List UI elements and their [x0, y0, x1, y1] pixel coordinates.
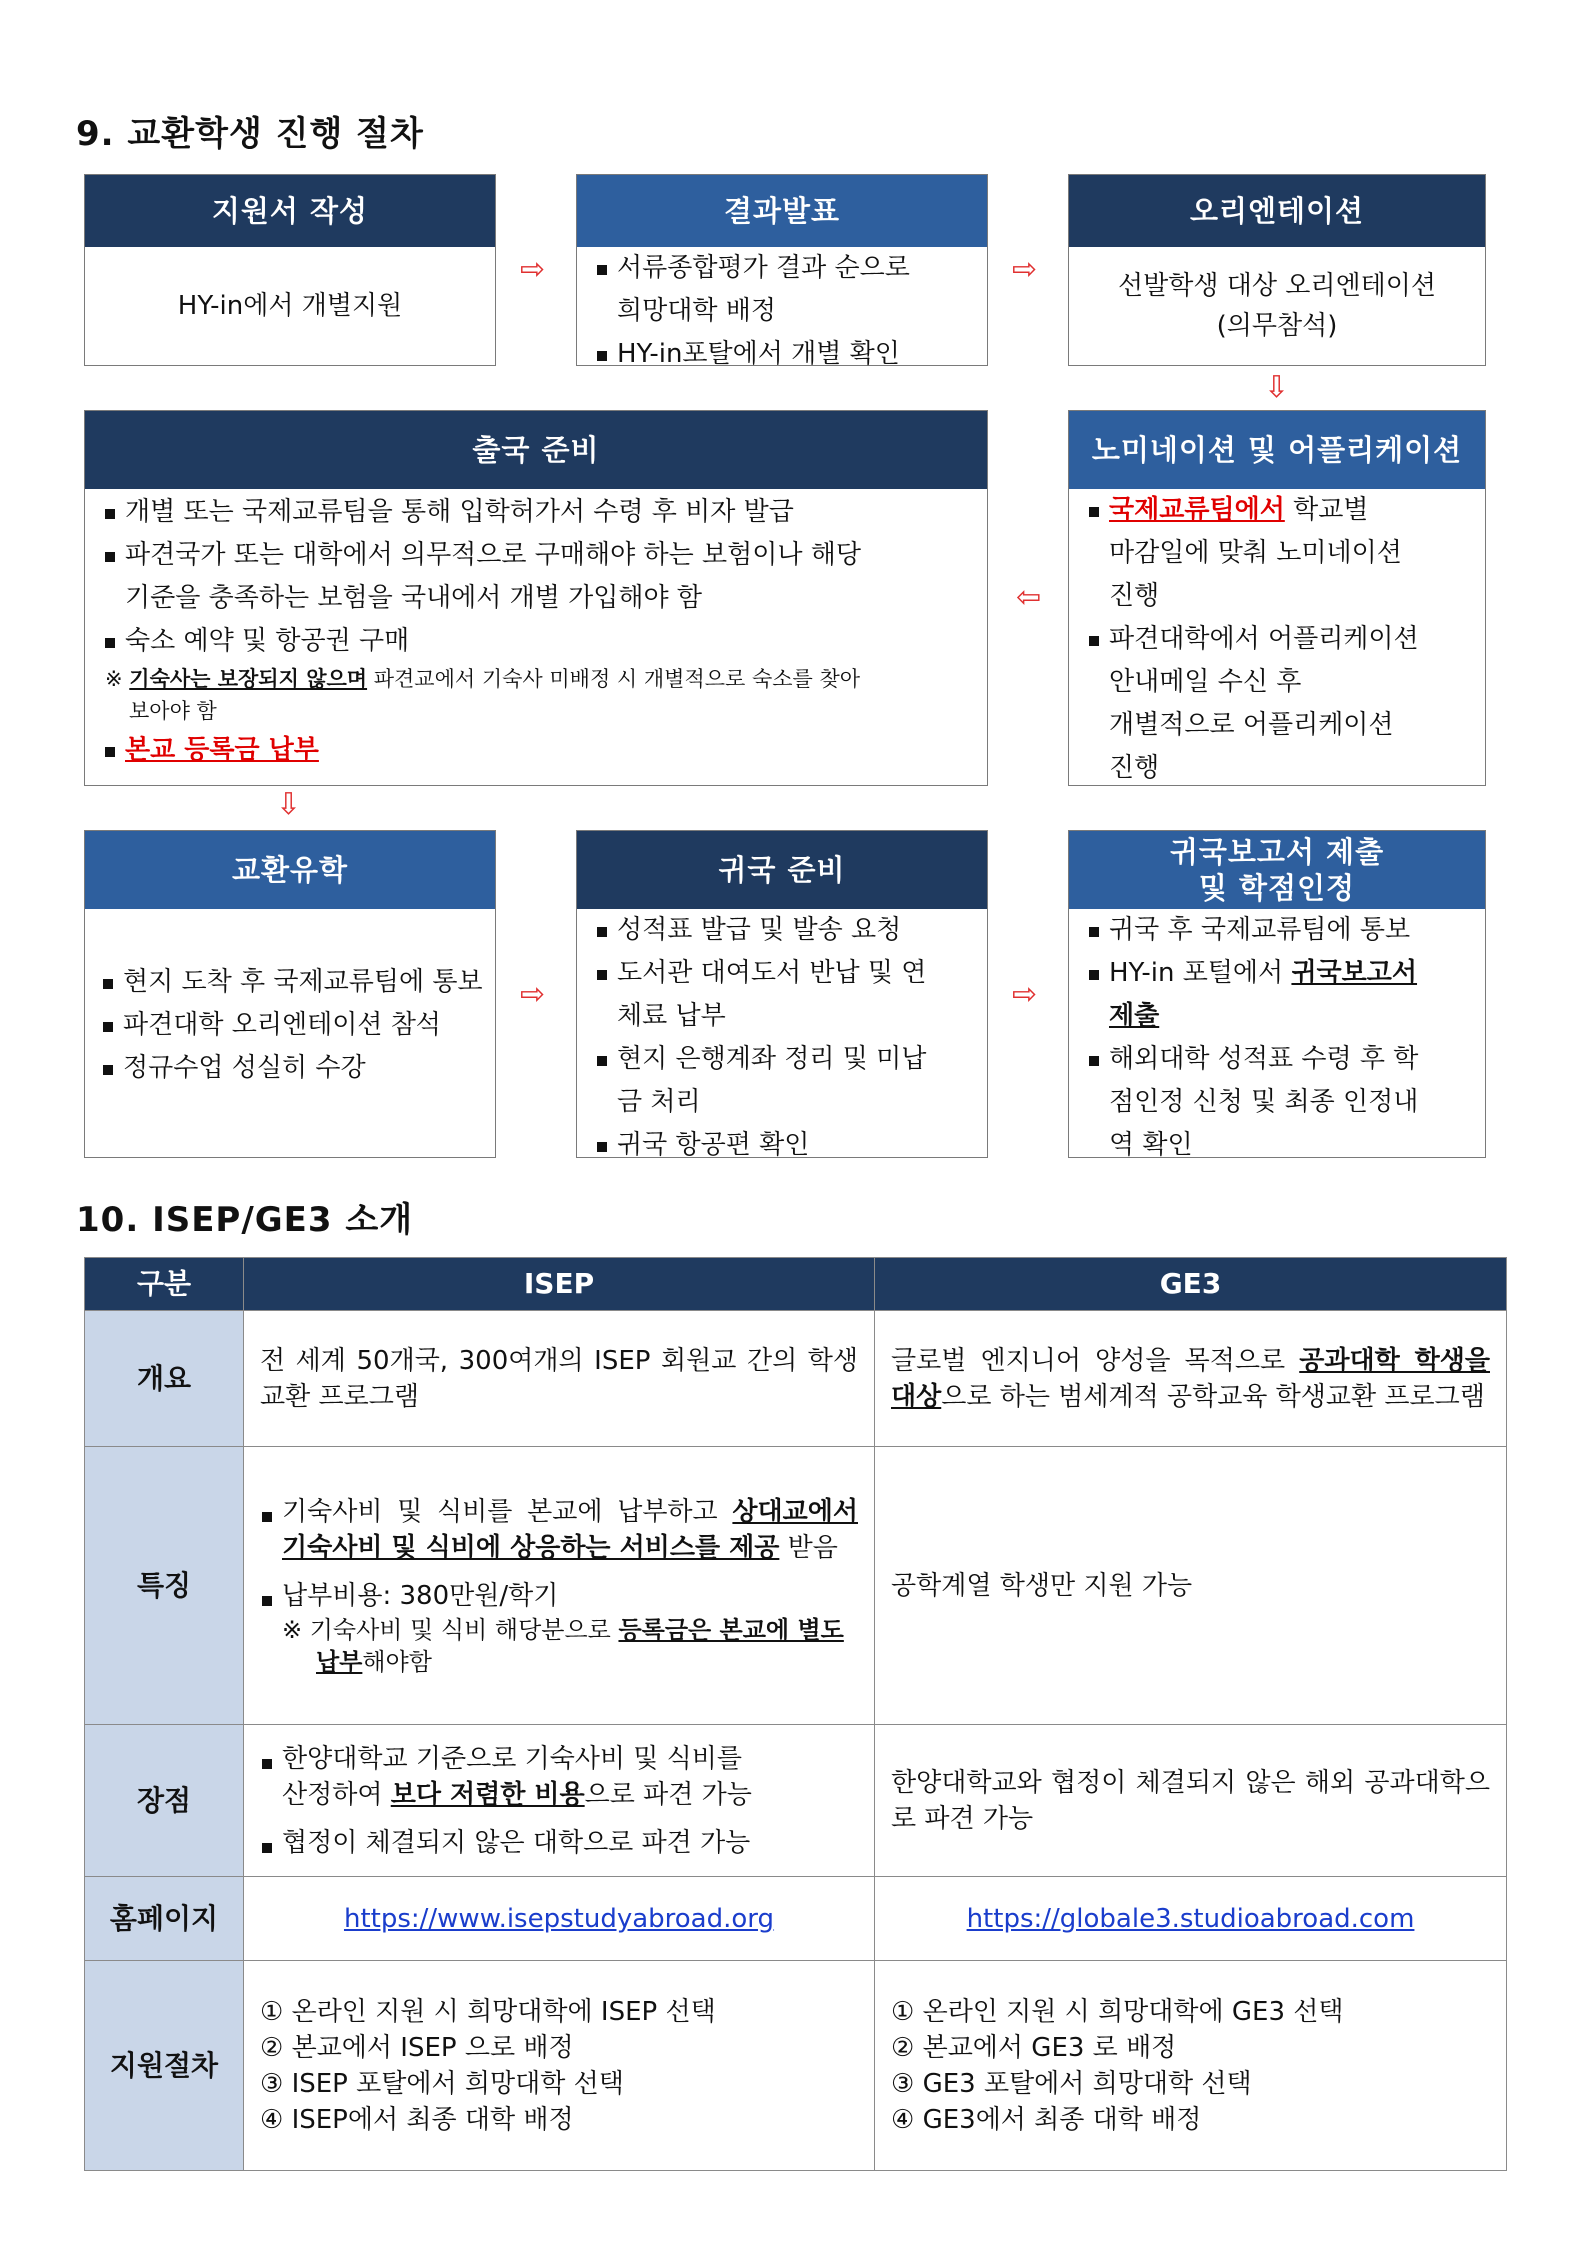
process-step: ③ ISEP 포탈에서 희망대학 선택: [260, 2068, 624, 2099]
return-item-cont: 체료 납부: [617, 1001, 726, 1031]
tuition-payment: 본교 등록금 납부: [125, 735, 319, 765]
step-apply-header: 지원서 작성: [85, 175, 495, 247]
report-bold: 귀국보고서: [1291, 958, 1418, 988]
step-orientation-header: 오리엔테이션: [1069, 175, 1485, 247]
process-step: ③ GE3 포탈에서 희망대학 선택: [891, 2068, 1252, 2099]
report-bold-cont: 제출: [1109, 1001, 1160, 1031]
arrow-right-icon: ⇨: [1012, 252, 1038, 287]
feature-item: 납부비용: 380만원/학기: [260, 1578, 858, 1614]
departure-item: 파견국가 또는 대학에서 의무적으로 구매해야 하는 보험이나 해당: [103, 534, 973, 577]
nomination-item-cont: 개별적으로 어플리케이션: [1109, 710, 1394, 740]
step-exchange: [84, 830, 496, 1158]
process-step: ④ ISEP에서 최종 대학 배정: [260, 2104, 574, 2135]
return-item: 성적표 발급 및 발송 요청: [595, 909, 973, 952]
intl-team: 국제교류팀에서: [1109, 495, 1285, 525]
nomination-item: [1087, 489, 1471, 532]
overview-isep: 전 세계 50개국, 300여개의 ISEP 회원교 간의 학생 교환 프로그램: [244, 1311, 875, 1447]
process-step: ① 온라인 지원 시 희망대학에 ISEP 선택: [260, 1996, 716, 2027]
feature-text: 받음: [779, 1532, 838, 1563]
feature-note-text: 해야함: [362, 1647, 432, 1676]
departure-item-cont: 기준을 충족하는 보험을 국내에서 개별 가입해야 함: [125, 583, 703, 613]
col-header: ISEP: [244, 1258, 875, 1311]
merit-bold: 보다 저렴한 비용: [390, 1779, 585, 1810]
nomination-item: 파견대학에서 어플리케이션: [1087, 618, 1471, 661]
report-item: 해외대학 성적표 수령 후 학: [1087, 1038, 1473, 1081]
return-item-cont: 금 처리: [617, 1087, 701, 1117]
process-step: ② 본교에서 ISEP 으로 배정: [260, 2032, 574, 2063]
departure-item: 숙소 예약 및 항공권 구매: [103, 620, 973, 663]
step-apply: [84, 174, 496, 366]
step-exchange-header: 교환유학: [85, 831, 495, 909]
departure-item: [103, 729, 973, 772]
feature-item: [260, 1494, 858, 1566]
nomination-item-cont: 마감일에 맞춰 노미네이션: [1109, 538, 1402, 568]
departure-note: [103, 663, 973, 695]
isep-homepage-link[interactable]: https://www.isepstudyabroad.org: [343, 1903, 775, 1934]
result-item: HY-in포탈에서 개별 확인: [595, 333, 969, 376]
report-item: [1087, 952, 1473, 995]
table-row: [85, 1877, 1507, 1961]
step-departure: [84, 410, 988, 786]
note-mark: ※: [105, 667, 130, 691]
feature-ge3: 공학계열 학생만 지원 가능: [875, 1447, 1507, 1725]
isep-ge3-table: [84, 1257, 1507, 2171]
process-isep: [244, 1961, 875, 2171]
step-result: [576, 174, 988, 369]
merit-item: 협정이 체결되지 않은 대학으로 파견 가능: [260, 1825, 858, 1861]
table-row: [85, 1447, 1507, 1725]
note-bold: 기숙사는 보장되지 않으며: [129, 667, 368, 691]
step-report-header: [1069, 831, 1485, 909]
arrow-right-icon: ⇨: [520, 977, 546, 1012]
process-step: ② 본교에서 GE3 로 배정: [891, 2032, 1177, 2063]
row-label: 특징: [85, 1447, 244, 1725]
col-header: 구분: [85, 1258, 244, 1311]
orientation-line: 선발학생 대상 오리엔테이션: [1118, 271, 1436, 301]
report-text: HY-in 포털에서: [1109, 958, 1292, 988]
report-header-line: 및 학점인정: [1198, 871, 1356, 905]
feature-note: [260, 1614, 858, 1678]
note-rest: 파견교에서 기숙사 미배정 시 개별적으로 숙소를 찾아: [367, 667, 861, 691]
exchange-item: 정규수업 성실히 수강: [101, 1047, 483, 1090]
report-header-line: 귀국보고서 제출: [1169, 834, 1385, 869]
step-result-header: 결과발표: [577, 175, 987, 247]
overview-ge3-text: 으로 하는 범세계적 공학교육 학생교환 프로그램: [941, 1381, 1485, 1412]
table-row: [85, 1961, 1507, 2171]
section-9-title: 9. 교환학생 진행 절차: [76, 114, 424, 154]
row-label: 장점: [85, 1725, 244, 1877]
arrow-right-icon: ⇨: [520, 252, 546, 287]
result-item-cont: 희망대학 배정: [617, 296, 776, 326]
step-orientation: [1068, 174, 1486, 366]
feature-note-bold: 등록금은 본교에 별도 납부: [316, 1615, 844, 1676]
report-item-cont: 점인정 신청 및 최종 인정내: [1109, 1087, 1419, 1117]
return-item: 현지 은행계좌 정리 및 미납: [595, 1038, 973, 1081]
step-nomination: [1068, 410, 1486, 786]
process-ge3: [875, 1961, 1507, 2171]
return-item: 귀국 항공편 확인: [595, 1124, 973, 1167]
nomination-item-cont: 안내메일 수신 후: [1109, 667, 1302, 697]
merit-ge3: 한양대학교와 협정이 체결되지 않은 해외 공과대학으로 파견 가능: [875, 1725, 1507, 1877]
col-header: GE3: [875, 1258, 1507, 1311]
report-item: 귀국 후 국제교류팀에 통보: [1087, 909, 1473, 952]
table-row: [85, 1311, 1507, 1447]
departure-item: 개별 또는 국제교류팀을 통해 입학허가서 수령 후 비자 발급: [103, 491, 973, 534]
step-report: [1068, 830, 1486, 1158]
row-label: 홈페이지: [85, 1877, 244, 1961]
process-step: ④ GE3에서 최종 대학 배정: [891, 2104, 1202, 2135]
merit-text: 산정하여: [282, 1779, 391, 1810]
ge3-homepage-link[interactable]: https://globale3.studioabroad.com: [966, 1903, 1415, 1934]
feature-bold: 상대교에서 기숙사비 및 식비에 상응하는 서비스를 제공: [282, 1496, 858, 1563]
arrow-down-icon: ⇩: [276, 787, 302, 822]
arrow-right-icon: ⇨: [1012, 977, 1038, 1012]
row-label: 지원절차: [85, 1961, 244, 2171]
orientation-line: (의무참석): [1216, 311, 1338, 341]
section-10-title: 10. ISEP/GE3 소개: [76, 1200, 414, 1240]
step-return-header: 귀국 준비: [577, 831, 987, 909]
home-isep: [244, 1877, 875, 1961]
nomination-item-cont: 진행: [1109, 753, 1160, 783]
feature-isep: [244, 1447, 875, 1725]
feature-text: 기숙사비 및 식비를 본교에 납부하고: [282, 1496, 733, 1527]
nomination-item-cont: 진행: [1109, 581, 1160, 611]
row-label: 개요: [85, 1311, 244, 1447]
step-return: [576, 830, 988, 1158]
overview-ge3-text: 글로벌 엔지니어 양성을 목적으로: [891, 1345, 1300, 1376]
return-item: 도서관 대여도서 반납 및 연: [595, 952, 973, 995]
table-row: [85, 1725, 1507, 1877]
nomination-text: 학교별: [1284, 495, 1369, 525]
merit-item: 한양대학교 기준으로 기숙사비 및 식비를: [260, 1741, 858, 1777]
feature-note-text: ※ 기숙사비 및 식비 해당분으로: [282, 1615, 619, 1644]
report-item-cont: 역 확인: [1109, 1130, 1193, 1160]
arrow-down-icon: ⇩: [1264, 370, 1290, 405]
overview-ge3-bold: 공과대학 학생을 대상: [891, 1345, 1490, 1412]
step-nomination-header: 노미네이션 및 어플리케이션: [1069, 411, 1485, 489]
exchange-item: 현지 도착 후 국제교류팀에 통보: [101, 961, 483, 1004]
home-ge3: [875, 1877, 1507, 1961]
step-apply-body: HY-in에서 개별지원: [177, 290, 403, 321]
process-step: ① 온라인 지원 시 희망대학에 GE3 선택: [891, 1996, 1344, 2027]
exchange-item: 파견대학 오리엔테이션 참석: [101, 1004, 483, 1047]
overview-ge3: [875, 1311, 1507, 1447]
departure-note-cont: 보아야 함: [129, 699, 217, 723]
merit-isep: [244, 1725, 875, 1877]
merit-item-cont: [260, 1777, 858, 1813]
merit-text: 으로 파견 가능: [584, 1779, 752, 1810]
result-item: 서류종합평가 결과 순으로: [595, 247, 969, 290]
step-departure-header: 출국 준비: [85, 411, 987, 489]
table-header-row: [85, 1258, 1507, 1311]
arrow-left-icon: ⇦: [1016, 580, 1042, 615]
